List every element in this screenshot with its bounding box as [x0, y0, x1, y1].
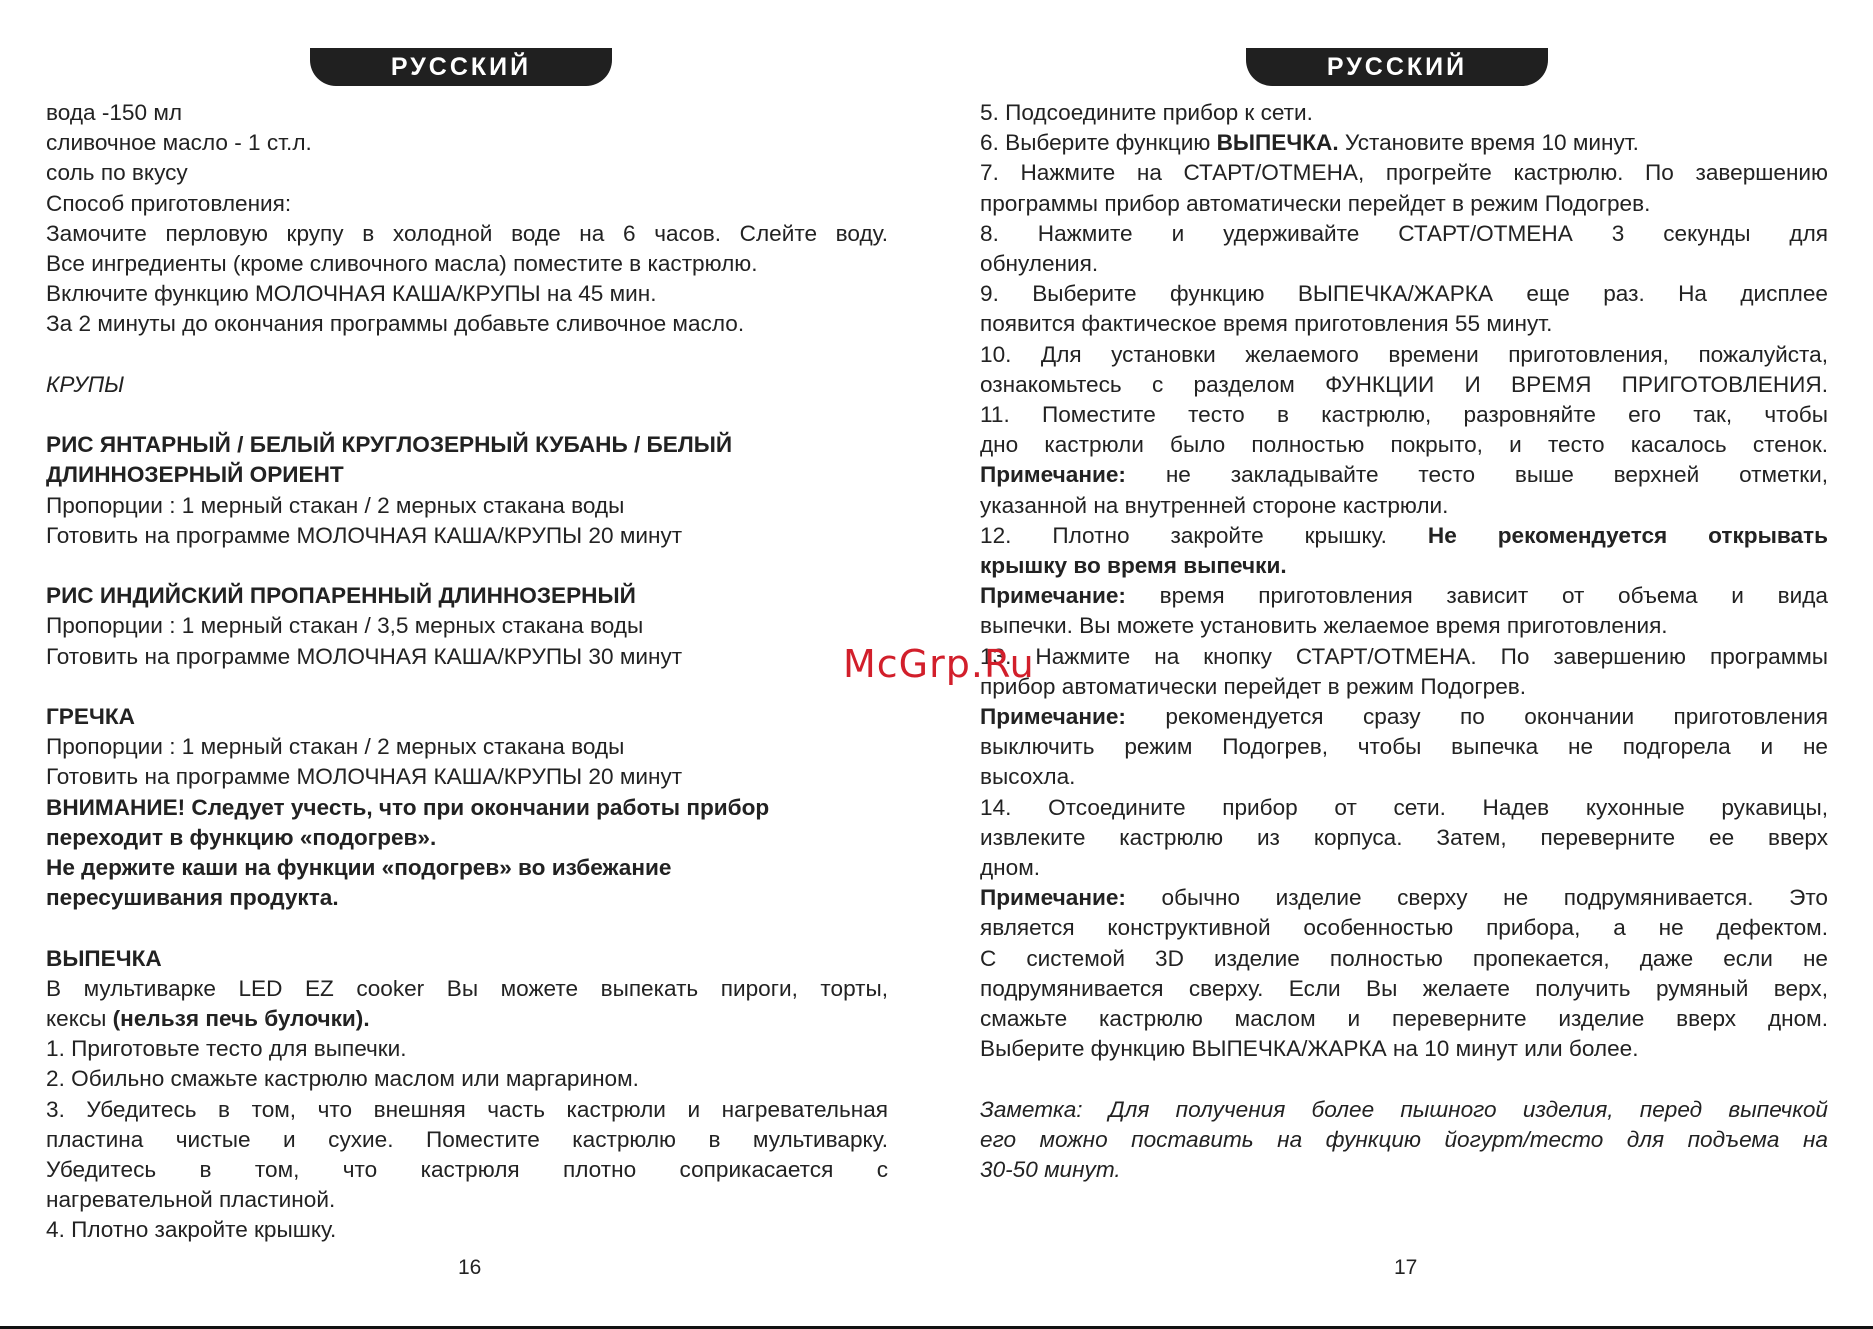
left-page — [46, 0, 888, 1300]
text-line: вода -150 мл — [46, 100, 183, 125]
text-line: Выберите функцию ВЫПЕЧКА/ЖАРКА на 10 минут или более. — [980, 1036, 1639, 1062]
text-line: крышку во время выпечки. — [980, 553, 1287, 579]
right-page-text — [980, 98, 1828, 1185]
text-line: дно кастрюли было полностью покрыто, и тесто касалось стенок. — [980, 432, 1828, 458]
text-line: нагревательной пластиной. — [46, 1187, 336, 1213]
warning-text: переходит в функцию «подогрев». — [46, 824, 437, 850]
text-segment: Установите время 10 минут. — [1338, 130, 1639, 156]
text-segment: время приготовления зависит от объема и вида — [1125, 583, 1828, 609]
section-heading: РИС ЯНТАРНЫЙ / БЕЛЫЙ КРУГЛОЗЕРНЫЙ КУБАНЬ / БЕЛЫЙ — [46, 432, 733, 458]
text-line: Готовить на программе МОЛОЧНАЯ КАША/КРУПЫ 20 минут — [46, 764, 683, 790]
bold-segment: Примечание: — [980, 583, 1126, 609]
page-number: 17 — [1394, 1256, 1418, 1279]
text-segment: 12. Плотно закройте крышку. — [980, 522, 1428, 548]
right-page — [980, 0, 1828, 1300]
text-line — [46, 1004, 888, 1034]
section-heading: КРУПЫ — [46, 371, 125, 397]
section-heading: РИС ИНДИЙСКИЙ ПРОПАРЕННЫЙ ДЛИННОЗЕРНЫЙ — [46, 583, 636, 609]
text-line: 13. Нажмите на кнопку СТАРТ/ОТМЕНА. По завершению программы — [980, 643, 1828, 669]
text-line — [980, 128, 1828, 158]
text-line: 11. Поместите тесто в кастрюлю, разровняйте его так, чтобы — [980, 402, 1828, 428]
text-line: пластина чистые и сухие. Поместите кастрюлю в мультиварку. — [46, 1126, 888, 1152]
watermark: McGrp.Ru — [843, 642, 1035, 686]
text-line: 5. Подсоедините прибор к сети. — [980, 100, 1313, 125]
text-segment: рекомендуется сразу по окончании приготовления — [1125, 704, 1828, 730]
text-segment: не закладывайте тесто выше верхней отметки, — [1125, 462, 1828, 488]
section-heading: ДЛИННОЗЕРНЫЙ ОРИЕНТ — [46, 462, 344, 488]
warning-text: ВНИМАНИЕ! Следует учесть, что при окончании работы прибор — [46, 794, 770, 820]
bold-segment: (нельзя печь булочки). — [112, 1006, 370, 1032]
note-text: 30-50 минут. — [980, 1157, 1121, 1183]
text-line: 14. Отсоедините прибор от сети. Надев кухонные рукавицы, — [980, 794, 1828, 820]
bold-segment: Примечание: — [980, 885, 1126, 911]
bold-segment: Не рекомендуется открывать — [1427, 522, 1828, 548]
text-line: 4. Плотно закройте крышку. — [46, 1217, 337, 1243]
text-line: Готовить на программе МОЛОЧНАЯ КАША/КРУПЫ 20 минут — [46, 522, 683, 548]
text-line: появится фактическое время приготовления 55 минут. — [980, 311, 1553, 337]
text-line: является конструктивной особенностью прибора, а не дефектом. — [980, 915, 1828, 941]
section-heading: ВЫПЕЧКА — [46, 945, 162, 971]
bold-segment: Примечание: — [980, 462, 1126, 488]
text-line — [980, 460, 1828, 490]
text-line — [980, 521, 1828, 551]
text-line: 3. Убедитесь в том, что внешняя часть кастрюли и нагревательная — [46, 1096, 888, 1122]
section-heading: ГРЕЧКА — [46, 704, 135, 729]
text-line: высохла. — [980, 764, 1076, 790]
text-line: Пропорции : 1 мерный стакан / 2 мерных стакана воды — [46, 734, 625, 760]
text-segment: кексы — [46, 1006, 113, 1032]
bold-segment: Примечание: — [980, 704, 1126, 730]
warning-text: пересушивания продукта. — [46, 885, 339, 911]
text-line: Все ингредиенты (кроме сливочного масла) поместите в кастрюлю. — [46, 251, 758, 277]
text-line: программы прибор автоматически перейдет в режим Подогрев. — [980, 190, 1651, 216]
text-line: 10. Для установки желаемого времени приготовления, пожалуйста, — [980, 341, 1828, 367]
text-line: выпечки. Вы можете установить желаемое время приготовления. — [980, 613, 1668, 639]
text-line — [980, 883, 1828, 913]
text-line: Замочите перловую крупу в холодной воде на 6 часов. Слейте воду. — [46, 220, 888, 246]
text-line: дном. — [980, 855, 1041, 881]
page-number: 16 — [458, 1256, 482, 1279]
text-line: обнуления. — [980, 251, 1099, 277]
text-line: Готовить на программе МОЛОЧНАЯ КАША/КРУПЫ 30 минут — [46, 643, 683, 669]
text-line — [980, 702, 1828, 732]
text-line: Пропорции : 1 мерный стакан / 2 мерных стакана воды — [46, 492, 625, 518]
text-line: смажьте кастрюлю маслом и переверните изделие вверх дном. — [980, 1006, 1828, 1032]
text-line: 1. Приготовьте тесто для выпечки. — [46, 1036, 407, 1062]
text-line: 2. Обильно смажьте кастрюлю маслом или маргарином. — [46, 1066, 639, 1092]
text-line: выключить режим Подогрев, чтобы выпечка не подгорела и не — [980, 734, 1828, 760]
text-line: соль по вкусу — [46, 160, 188, 186]
text-line: извлеките кастрюлю из корпуса. Затем, переверните ее вверх — [980, 824, 1828, 850]
language-tab: РУССКИЙ — [1246, 48, 1548, 86]
text-line: 8. Нажмите и удерживайте СТАРТ/ОТМЕНА 3 секунды для — [980, 220, 1828, 246]
text-line: прибор автоматически перейдет в режим Подогрев. — [980, 673, 1527, 699]
note-text: Заметка: Для получения более пышного изделия, перед выпечкой — [980, 1096, 1828, 1122]
language-tab: РУССКИЙ — [310, 48, 612, 86]
note-text: его можно поставить на функцию йогурт/тесто для подъема на — [980, 1126, 1828, 1152]
text-line: С системой 3D изделие полностью пропекается, даже если не — [980, 945, 1828, 971]
text-line: указанной на внутренней стороне кастрюли. — [980, 492, 1449, 518]
text-line: 7. Нажмите на СТАРТ/ОТМЕНА, прогрейте кастрюлю. По завершению — [980, 160, 1828, 186]
text-line: Пропорции : 1 мерный стакан / 3,5 мерных стакана воды — [46, 613, 644, 639]
text-line: сливочное масло - 1 ст.л. — [46, 130, 312, 156]
text-line: 9. Выберите функцию ВЫПЕЧКА/ЖАРКА еще раз. На дисплее — [980, 281, 1828, 307]
text-segment: 6. Выберите функцию — [980, 130, 1217, 156]
text-line: ознакомьтесь с разделом ФУНКЦИИ И ВРЕМЯ ПРИГОТОВЛЕНИЯ. — [980, 371, 1828, 397]
bold-segment: ВЫПЕЧКА. — [1216, 130, 1339, 156]
text-line: Убедитесь в том, что кастрюля плотно соприкасается с — [46, 1157, 888, 1183]
warning-text: Не держите каши на функции «подогрев» во избежание — [46, 855, 672, 881]
text-segment: обычно изделие сверху не подрумянивается. Это — [1125, 885, 1828, 911]
left-page-text — [46, 98, 888, 1246]
text-line: Способ приготовления: — [46, 190, 292, 216]
text-line: подрумянивается сверху. Если Вы желаете получить румяный верх, — [980, 975, 1828, 1001]
text-line: В мультиварке LED EZ cooker Вы можете выпекать пироги, торты, — [46, 975, 888, 1001]
text-line: Включите функцию МОЛОЧНАЯ КАША/КРУПЫ на 45 мин. — [46, 281, 657, 307]
text-line: За 2 минуты до окончания программы добавьте сливочное масло. — [46, 311, 745, 337]
text-line — [980, 581, 1828, 611]
